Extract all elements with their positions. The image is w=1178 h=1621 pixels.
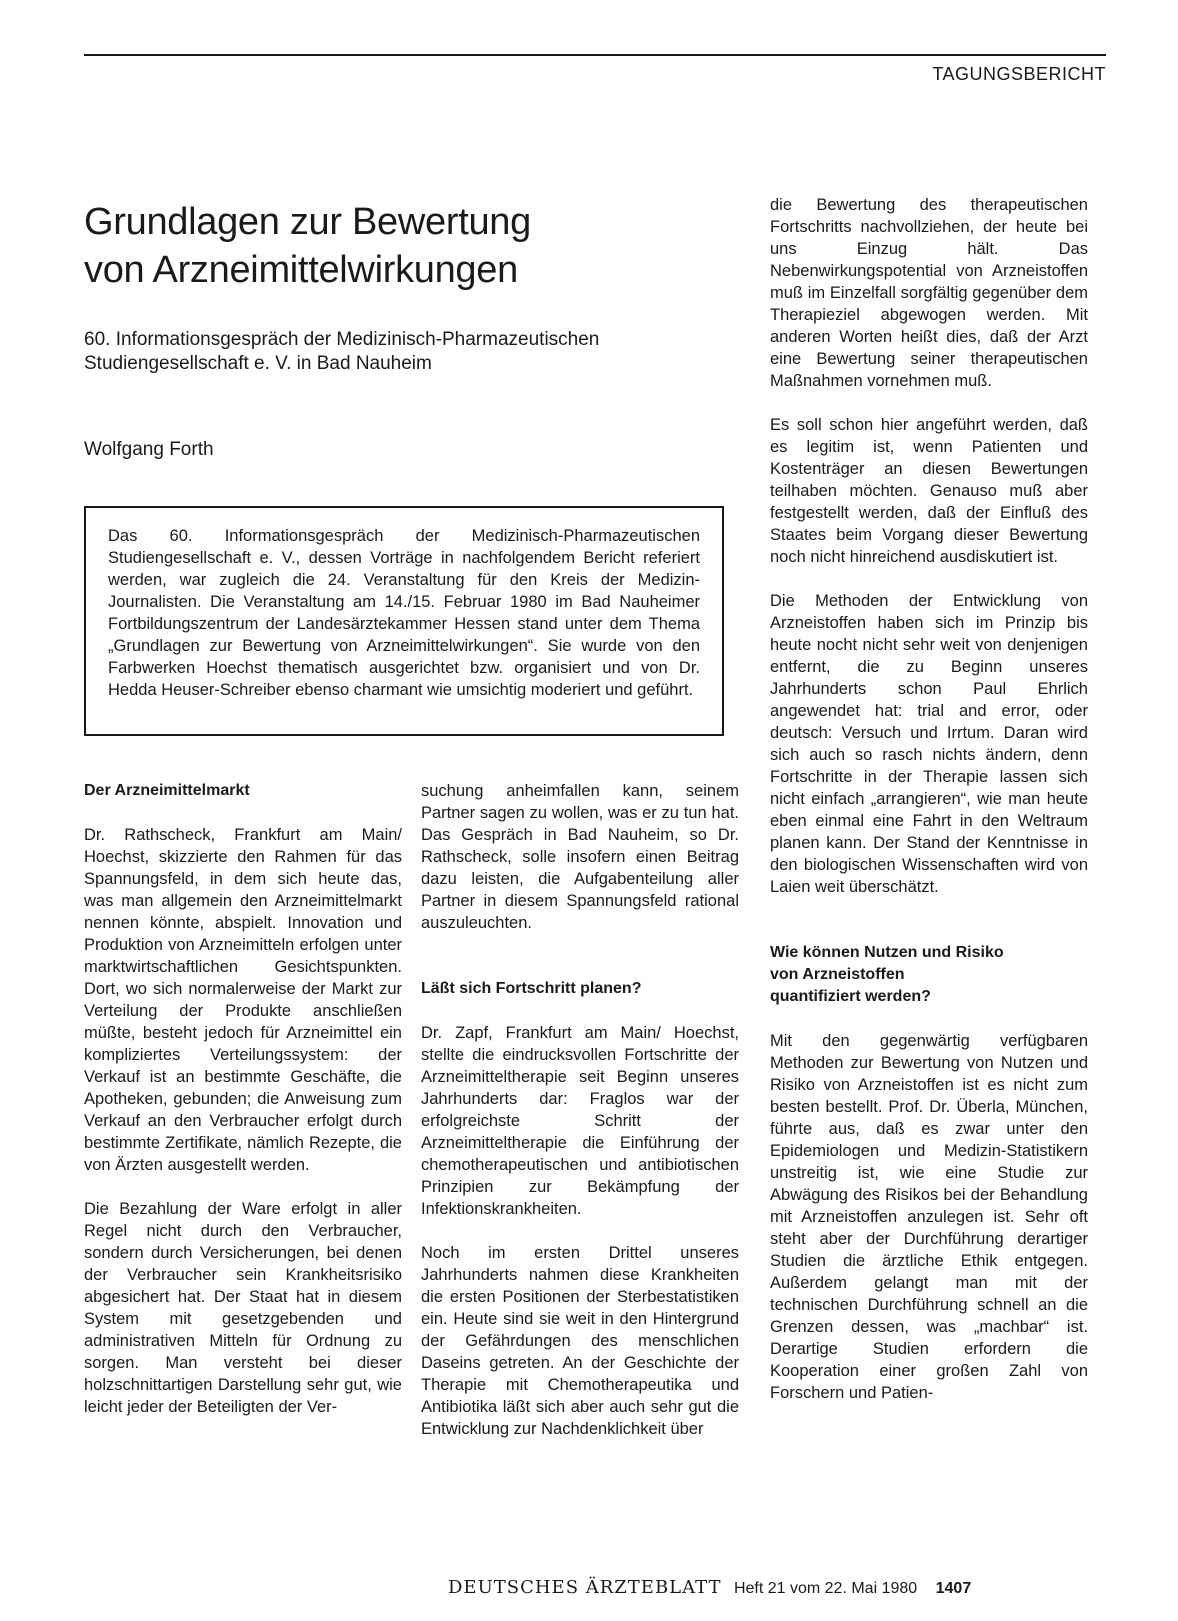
section-heading-arzneimittelmarkt: Der Arzneimittelmarkt	[84, 782, 250, 799]
section-heading-nutzen-risiko	[770, 942, 1088, 1008]
body-paragraph: Es soll schon hier angeführt werden, daß es legitim ist, wenn Patienten und Kostenträger an diesen Bewertungen teilhaben möchten. Genauso muß aber festgestellt werden, daß der Einfluß des Staates beim Vorgang dieser Bewertung noch nicht hinreichend ausdiskutiert ist.	[770, 416, 1088, 566]
column-1	[84, 780, 402, 1440]
body-paragraph: Dr. Rathscheck, Frankfurt am Main/ Hoechst, skizzierte den Rahmen für das Spannungsfeld, in dem sich heute das, was man allgemein den Arzneimittelmarkt nennen könnte, abspielt. Innovation und Produktion von Arzneimitteln erfolgen unter marktwirtschaftlichen Gesichtspunkten. Dort, wo sich normalerweise der Markt zur Verteilung der Produkte anschließen müßte, besteht jedoch für Arzneimittel ein kompliziertes Verteilungssystem: der Verkauf ist an bestimmte Geschäfte, die Apotheken, gebunden; die Anweisung zum Verkauf an den Verbraucher erfolgt durch bestimmte Zertifikate, nämlich Rezepte, die von Ärzten ausgestellt werden.	[84, 826, 402, 1174]
subtitle-line-2: Studiengesellschaft e. V. in Bad Nauheim	[84, 353, 432, 374]
abstract-box	[84, 506, 724, 736]
abstract-text: Das 60. Informationsgespräch der Medizinisch-Pharmazeutischen Studiengesellschaft e. V., dessen Vorträge in nachfolgendem Bericht referiert werden, war zugleich die 24. Veranstaltung für den Kreis der Medizin-Journalisten. Die Veranstaltung am 14./15. Februar 1980 im Bad Nauheimer Fortbildungszentrum der Landesärztekammer Hessen stand unter dem Thema „Grundlagen zur Bewertung von Arzneimittelwirkungen“. Sie wurde von den Farbwerken Hoechst thematisch ausgerichtet bzw. organisiert und von Dr. Hedda Heuser-Schreiber ebenso charmant wie umsichtig moderiert und geführt.	[108, 527, 700, 699]
section-label: TAGUNGSBERICHT	[932, 64, 1106, 84]
heading-line: quantifiziert werden?	[770, 988, 931, 1005]
heading-line: von Arzneistoffen	[770, 966, 905, 983]
article-subtitle	[84, 328, 734, 376]
header-rule	[84, 54, 1106, 56]
page-number: 1407	[935, 1580, 972, 1597]
title-line-1: Grundlagen zur Bewertung	[84, 201, 531, 243]
subtitle-line-1: 60. Informationsgespräch der Medizinisch-Pharmazeutischen	[84, 329, 600, 350]
body-paragraph: suchung anheimfallen kann, seinem Partner sagen zu wollen, was er zu tun hat. Das Gespräch in Bad Nauheim, so Dr. Rathscheck, solle insofern einen Beitrag dazu leisten, die Aufgabenteilung aller Partner in diesem Spannungsfeld rational auszuleuchten.	[421, 782, 739, 932]
column-3	[770, 194, 1088, 1426]
body-paragraph: Noch im ersten Drittel unseres Jahrhunderts nahmen diese Krankheiten die ersten Positionen der Sterbestatistiken ein. Heute sind sie weit in den Hintergrund der Gefährdungen des menschlichen Daseins getreten. An der Geschichte der Therapie mit Chemotherapeutika und Antibiotika läßt sich aber auch sehr gut die Entwicklung zur Nachdenklichkeit über	[421, 1244, 739, 1438]
article-title	[84, 198, 724, 294]
column-2	[421, 780, 739, 1462]
body-paragraph: die Bewertung des therapeutischen Fortschritts nachvollziehen, der heute bei uns Einzug hält. Das Nebenwirkungspotential von Arzneistoffen muß im Einzelfall sorgfältig gegenüber dem Therapieziel abgewogen werden. Mit anderen Worten heißt dies, daß der Arzt eine Bewertung seiner therapeutischen Maßnahmen vornehmen muß.	[770, 196, 1088, 390]
issue-info: Heft 21 vom 22. Mai 1980	[733, 1580, 918, 1597]
title-line-2: von Arzneimittelwirkungen	[84, 249, 518, 291]
body-paragraph: Die Bezahlung der Ware erfolgt in aller Regel nicht durch den Verbraucher, sondern durch Versicherungen, bei denen der Verbraucher sein Krankheitsrisiko abgesichert hat. Der Staat hat in diesem System mit gesetzgebenden und administrativen Mitteln für Ordnung zu sorgen. Man versteht bei dieser holzschnittartigen Darstellung sehr gut, wie leicht jeder der Beteiligten der Ver-	[84, 1200, 402, 1416]
page-footer	[448, 1577, 1088, 1598]
body-paragraph: Mit den gegenwärtig verfügbaren Methoden zur Bewertung von Nutzen und Risiko von Arzneistoffen ist es nicht zum besten bestellt. Prof. Dr. Überla, München, führte aus, daß es zwar unter den Epidemiologen und Medizin-Statistikern unstreitig ist, wie eine Studie zur Abwägung des Risikos bei der Behandlung mit Arzneistoffen anzulegen ist. Sehr oft steht aber der Durchführung derartiger Studien die ärztliche Ethik entgegen. Außerdem gelangt man mit der technischen Durchführung schnell an die Grenzen dessen, was „machbar“ ist. Derartige Studien erfordern die Kooperation einer großen Zahl von Forschern und Patien-	[770, 1032, 1088, 1402]
author-name: Wolfgang Forth	[84, 439, 214, 460]
body-paragraph: Die Methoden der Entwicklung von Arzneistoffen haben sich im Prinzip bis heute nocht nicht sehr weit von denjenigen entfernt, die zu Beginn unseres Jahrhunderts schon Paul Ehrlich angewendet hat: trial and error, oder deutsch: Versuch und Irrtum. Daran wird sich auch so rasch nichts ändern, denn Fortschritte in der Therapie lassen sich nicht einfach „arrangieren“, wie man heute eben einmal eine Fahrt in den Weltraum planen kann. Der Stand der Kenntnisse in den biologischen Wissenschaften wird von Laien weit überschätzt.	[770, 592, 1088, 896]
heading-line: Wie können Nutzen und Risiko	[770, 944, 1004, 961]
journal-name: DEUTSCHES ÄRZTEBLATT	[448, 1577, 722, 1598]
section-heading-fortschritt: Läßt sich Fortschritt planen?	[421, 980, 642, 997]
body-paragraph: Dr. Zapf, Frankfurt am Main/ Hoechst, stellte die eindrucksvollen Fortschritte der Arzneimitteltherapie seit Beginn unseres Jahrhunderts dar: Fraglos war der erfolgreichste Schritt der Arzneimitteltherapie die Einführung der chemotherapeutischen und antibiotischen Prinzipien zur Bekämpfung der Infektionskrankheiten.	[421, 1024, 739, 1218]
